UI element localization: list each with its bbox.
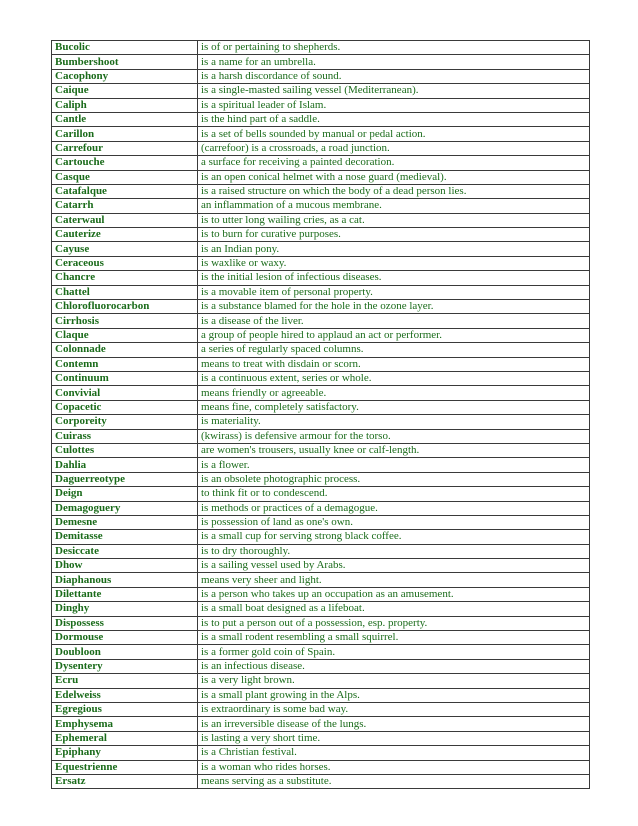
- table-row: [52, 314, 590, 328]
- table-row: [52, 530, 590, 544]
- definition-cell: (kwirass) is defensive armour for the torso.: [198, 429, 590, 443]
- word-cell: Dilettante: [52, 587, 198, 601]
- table-row: [52, 271, 590, 285]
- definition-cell: is a small rodent resembling a small squirrel.: [198, 631, 590, 645]
- definition-cell: are women's trousers, usually knee or calf-length.: [198, 443, 590, 457]
- definition-cell: is a name for an umbrella.: [198, 55, 590, 69]
- definition-cell: is the hind part of a saddle.: [198, 112, 590, 126]
- definition-cell: is a Christian festival.: [198, 746, 590, 760]
- word-cell: Diaphanous: [52, 573, 198, 587]
- table-row: [52, 55, 590, 69]
- table-row: [52, 501, 590, 515]
- word-cell: Daguerreotype: [52, 472, 198, 486]
- word-cell: Dormouse: [52, 631, 198, 645]
- definition-cell: is a sailing vessel used by Arabs.: [198, 559, 590, 573]
- definition-cell: is an infectious disease.: [198, 659, 590, 673]
- table-row: [52, 443, 590, 457]
- definition-cell: is extraordinary is some bad way.: [198, 702, 590, 716]
- table-row: [52, 371, 590, 385]
- word-cell: Claque: [52, 328, 198, 342]
- definition-cell: is an irreversible disease of the lungs.: [198, 717, 590, 731]
- word-cell: Copacetic: [52, 400, 198, 414]
- definition-cell: is a woman who rides horses.: [198, 760, 590, 774]
- definition-cell: is of or pertaining to shepherds.: [198, 41, 590, 55]
- definition-cell: is the initial lesion of infectious diseases.: [198, 271, 590, 285]
- word-cell: Caliph: [52, 98, 198, 112]
- definition-cell: is a flower.: [198, 458, 590, 472]
- definition-cell: is a set of bells sounded by manual or pedal action.: [198, 127, 590, 141]
- word-cell: Emphysema: [52, 717, 198, 731]
- word-cell: Cuirass: [52, 429, 198, 443]
- table-row: [52, 559, 590, 573]
- word-cell: Dahlia: [52, 458, 198, 472]
- word-cell: Equestrienne: [52, 760, 198, 774]
- definition-cell: is an obsolete photographic process.: [198, 472, 590, 486]
- definition-cell: is waxlike or waxy.: [198, 256, 590, 270]
- definition-cell: is a disease of the liver.: [198, 314, 590, 328]
- word-cell: Epiphany: [52, 746, 198, 760]
- table-row: [52, 184, 590, 198]
- definition-cell: is an open conical helmet with a nose guard (medieval).: [198, 170, 590, 184]
- word-cell: Cirrhosis: [52, 314, 198, 328]
- definition-cell: is a small plant growing in the Alps.: [198, 688, 590, 702]
- word-cell: Contemn: [52, 357, 198, 371]
- table-row: [52, 415, 590, 429]
- word-cell: Caterwaul: [52, 213, 198, 227]
- table-row: [52, 98, 590, 112]
- word-cell: Carillon: [52, 127, 198, 141]
- word-cell: Catarrh: [52, 199, 198, 213]
- table-row: [52, 631, 590, 645]
- definition-cell: is a very light brown.: [198, 674, 590, 688]
- table-row: [52, 170, 590, 184]
- word-cell: Chancre: [52, 271, 198, 285]
- table-row: [52, 69, 590, 83]
- word-cell: Edelweiss: [52, 688, 198, 702]
- word-cell: Ceraceous: [52, 256, 198, 270]
- table-row: [52, 674, 590, 688]
- word-cell: Corporeity: [52, 415, 198, 429]
- word-cell: Demagoguery: [52, 501, 198, 515]
- table-row: [52, 328, 590, 342]
- word-cell: Bucolic: [52, 41, 198, 55]
- word-cell: Desiccate: [52, 544, 198, 558]
- word-cell: Cacophony: [52, 69, 198, 83]
- table-row: [52, 746, 590, 760]
- table-row: [52, 429, 590, 443]
- table-row: [52, 717, 590, 731]
- definition-cell: is a person who takes up an occupation as an amusement.: [198, 587, 590, 601]
- table-row: [52, 84, 590, 98]
- table-row: [52, 199, 590, 213]
- word-cell: Cartouche: [52, 156, 198, 170]
- word-cell: Cantle: [52, 112, 198, 126]
- definition-cell: is a substance blamed for the hole in the ozone layer.: [198, 300, 590, 314]
- table-row: [52, 645, 590, 659]
- word-cell: Cauterize: [52, 228, 198, 242]
- definition-cell: is a small cup for serving strong black coffee.: [198, 530, 590, 544]
- table-row: [52, 487, 590, 501]
- table-row: [52, 458, 590, 472]
- definition-cell: is a raised structure on which the body of a dead person lies.: [198, 184, 590, 198]
- table-row: [52, 300, 590, 314]
- word-cell: Dispossess: [52, 616, 198, 630]
- table-row: [52, 213, 590, 227]
- definition-cell: is to burn for curative purposes.: [198, 228, 590, 242]
- table-row: [52, 400, 590, 414]
- table-row: [52, 702, 590, 716]
- table-row: [52, 285, 590, 299]
- table-row: [52, 515, 590, 529]
- table-row: [52, 357, 590, 371]
- table-row: [52, 156, 590, 170]
- table-row: [52, 659, 590, 673]
- definition-cell: is a continuous extent, series or whole.: [198, 371, 590, 385]
- definition-cell: means fine, completely satisfactory.: [198, 400, 590, 414]
- table-row: [52, 127, 590, 141]
- table-row: [52, 731, 590, 745]
- table-row: [52, 688, 590, 702]
- definition-cell: means serving as a substitute.: [198, 774, 590, 788]
- word-cell: Ecru: [52, 674, 198, 688]
- word-cell: Deign: [52, 487, 198, 501]
- table-row: [52, 774, 590, 788]
- table-row: [52, 616, 590, 630]
- table-row: [52, 112, 590, 126]
- word-cell: Convivial: [52, 386, 198, 400]
- word-cell: Catafalque: [52, 184, 198, 198]
- word-cell: Cayuse: [52, 242, 198, 256]
- vocabulary-table: [51, 40, 590, 789]
- table-row: [52, 760, 590, 774]
- table-row: [52, 386, 590, 400]
- word-cell: Ersatz: [52, 774, 198, 788]
- table-row: [52, 343, 590, 357]
- word-cell: Doubloon: [52, 645, 198, 659]
- definition-cell: means friendly or agreeable.: [198, 386, 590, 400]
- table-row: [52, 242, 590, 256]
- word-cell: Dysentery: [52, 659, 198, 673]
- definition-cell: to think fit or to condescend.: [198, 487, 590, 501]
- definition-cell: is a movable item of personal property.: [198, 285, 590, 299]
- definition-cell: is a single-masted sailing vessel (Mediterranean).: [198, 84, 590, 98]
- definition-cell: is to dry thoroughly.: [198, 544, 590, 558]
- definition-cell: is a former gold coin of Spain.: [198, 645, 590, 659]
- definition-cell: a group of people hired to applaud an act or performer.: [198, 328, 590, 342]
- definition-cell: is methods or practices of a demagogue.: [198, 501, 590, 515]
- definition-cell: a series of regularly spaced columns.: [198, 343, 590, 357]
- definition-cell: is a small boat designed as a lifeboat.: [198, 602, 590, 616]
- word-cell: Culottes: [52, 443, 198, 457]
- table-row: [52, 587, 590, 601]
- word-cell: Demitasse: [52, 530, 198, 544]
- word-cell: Casque: [52, 170, 198, 184]
- word-cell: Continuum: [52, 371, 198, 385]
- definition-cell: is to put a person out of a possession, esp. property.: [198, 616, 590, 630]
- definition-cell: is an Indian pony.: [198, 242, 590, 256]
- table-row: [52, 472, 590, 486]
- definition-cell: is a spiritual leader of Islam.: [198, 98, 590, 112]
- definition-cell: is a harsh discordance of sound.: [198, 69, 590, 83]
- word-cell: Bumbershoot: [52, 55, 198, 69]
- definition-cell: means to treat with disdain or scorn.: [198, 357, 590, 371]
- word-cell: Caique: [52, 84, 198, 98]
- word-cell: Ephemeral: [52, 731, 198, 745]
- word-cell: Dinghy: [52, 602, 198, 616]
- table-row: [52, 141, 590, 155]
- definition-cell: means very sheer and light.: [198, 573, 590, 587]
- vocabulary-table-body: [52, 41, 590, 789]
- definition-cell: is to utter long wailing cries, as a cat.: [198, 213, 590, 227]
- table-row: [52, 573, 590, 587]
- definition-cell: is possession of land as one's own.: [198, 515, 590, 529]
- table-row: [52, 602, 590, 616]
- table-row: [52, 41, 590, 55]
- word-cell: Chlorofluorocarbon: [52, 300, 198, 314]
- table-row: [52, 228, 590, 242]
- table-row: [52, 256, 590, 270]
- word-cell: Colonnade: [52, 343, 198, 357]
- definition-cell: is lasting a very short time.: [198, 731, 590, 745]
- definition-cell: is materiality.: [198, 415, 590, 429]
- definition-cell: a surface for receiving a painted decoration.: [198, 156, 590, 170]
- definition-cell: an inflammation of a mucous membrane.: [198, 199, 590, 213]
- word-cell: Demesne: [52, 515, 198, 529]
- definition-cell: (carrefoor) is a crossroads, a road junction.: [198, 141, 590, 155]
- word-cell: Carrefour: [52, 141, 198, 155]
- word-cell: Dhow: [52, 559, 198, 573]
- word-cell: Chattel: [52, 285, 198, 299]
- table-row: [52, 544, 590, 558]
- word-cell: Egregious: [52, 702, 198, 716]
